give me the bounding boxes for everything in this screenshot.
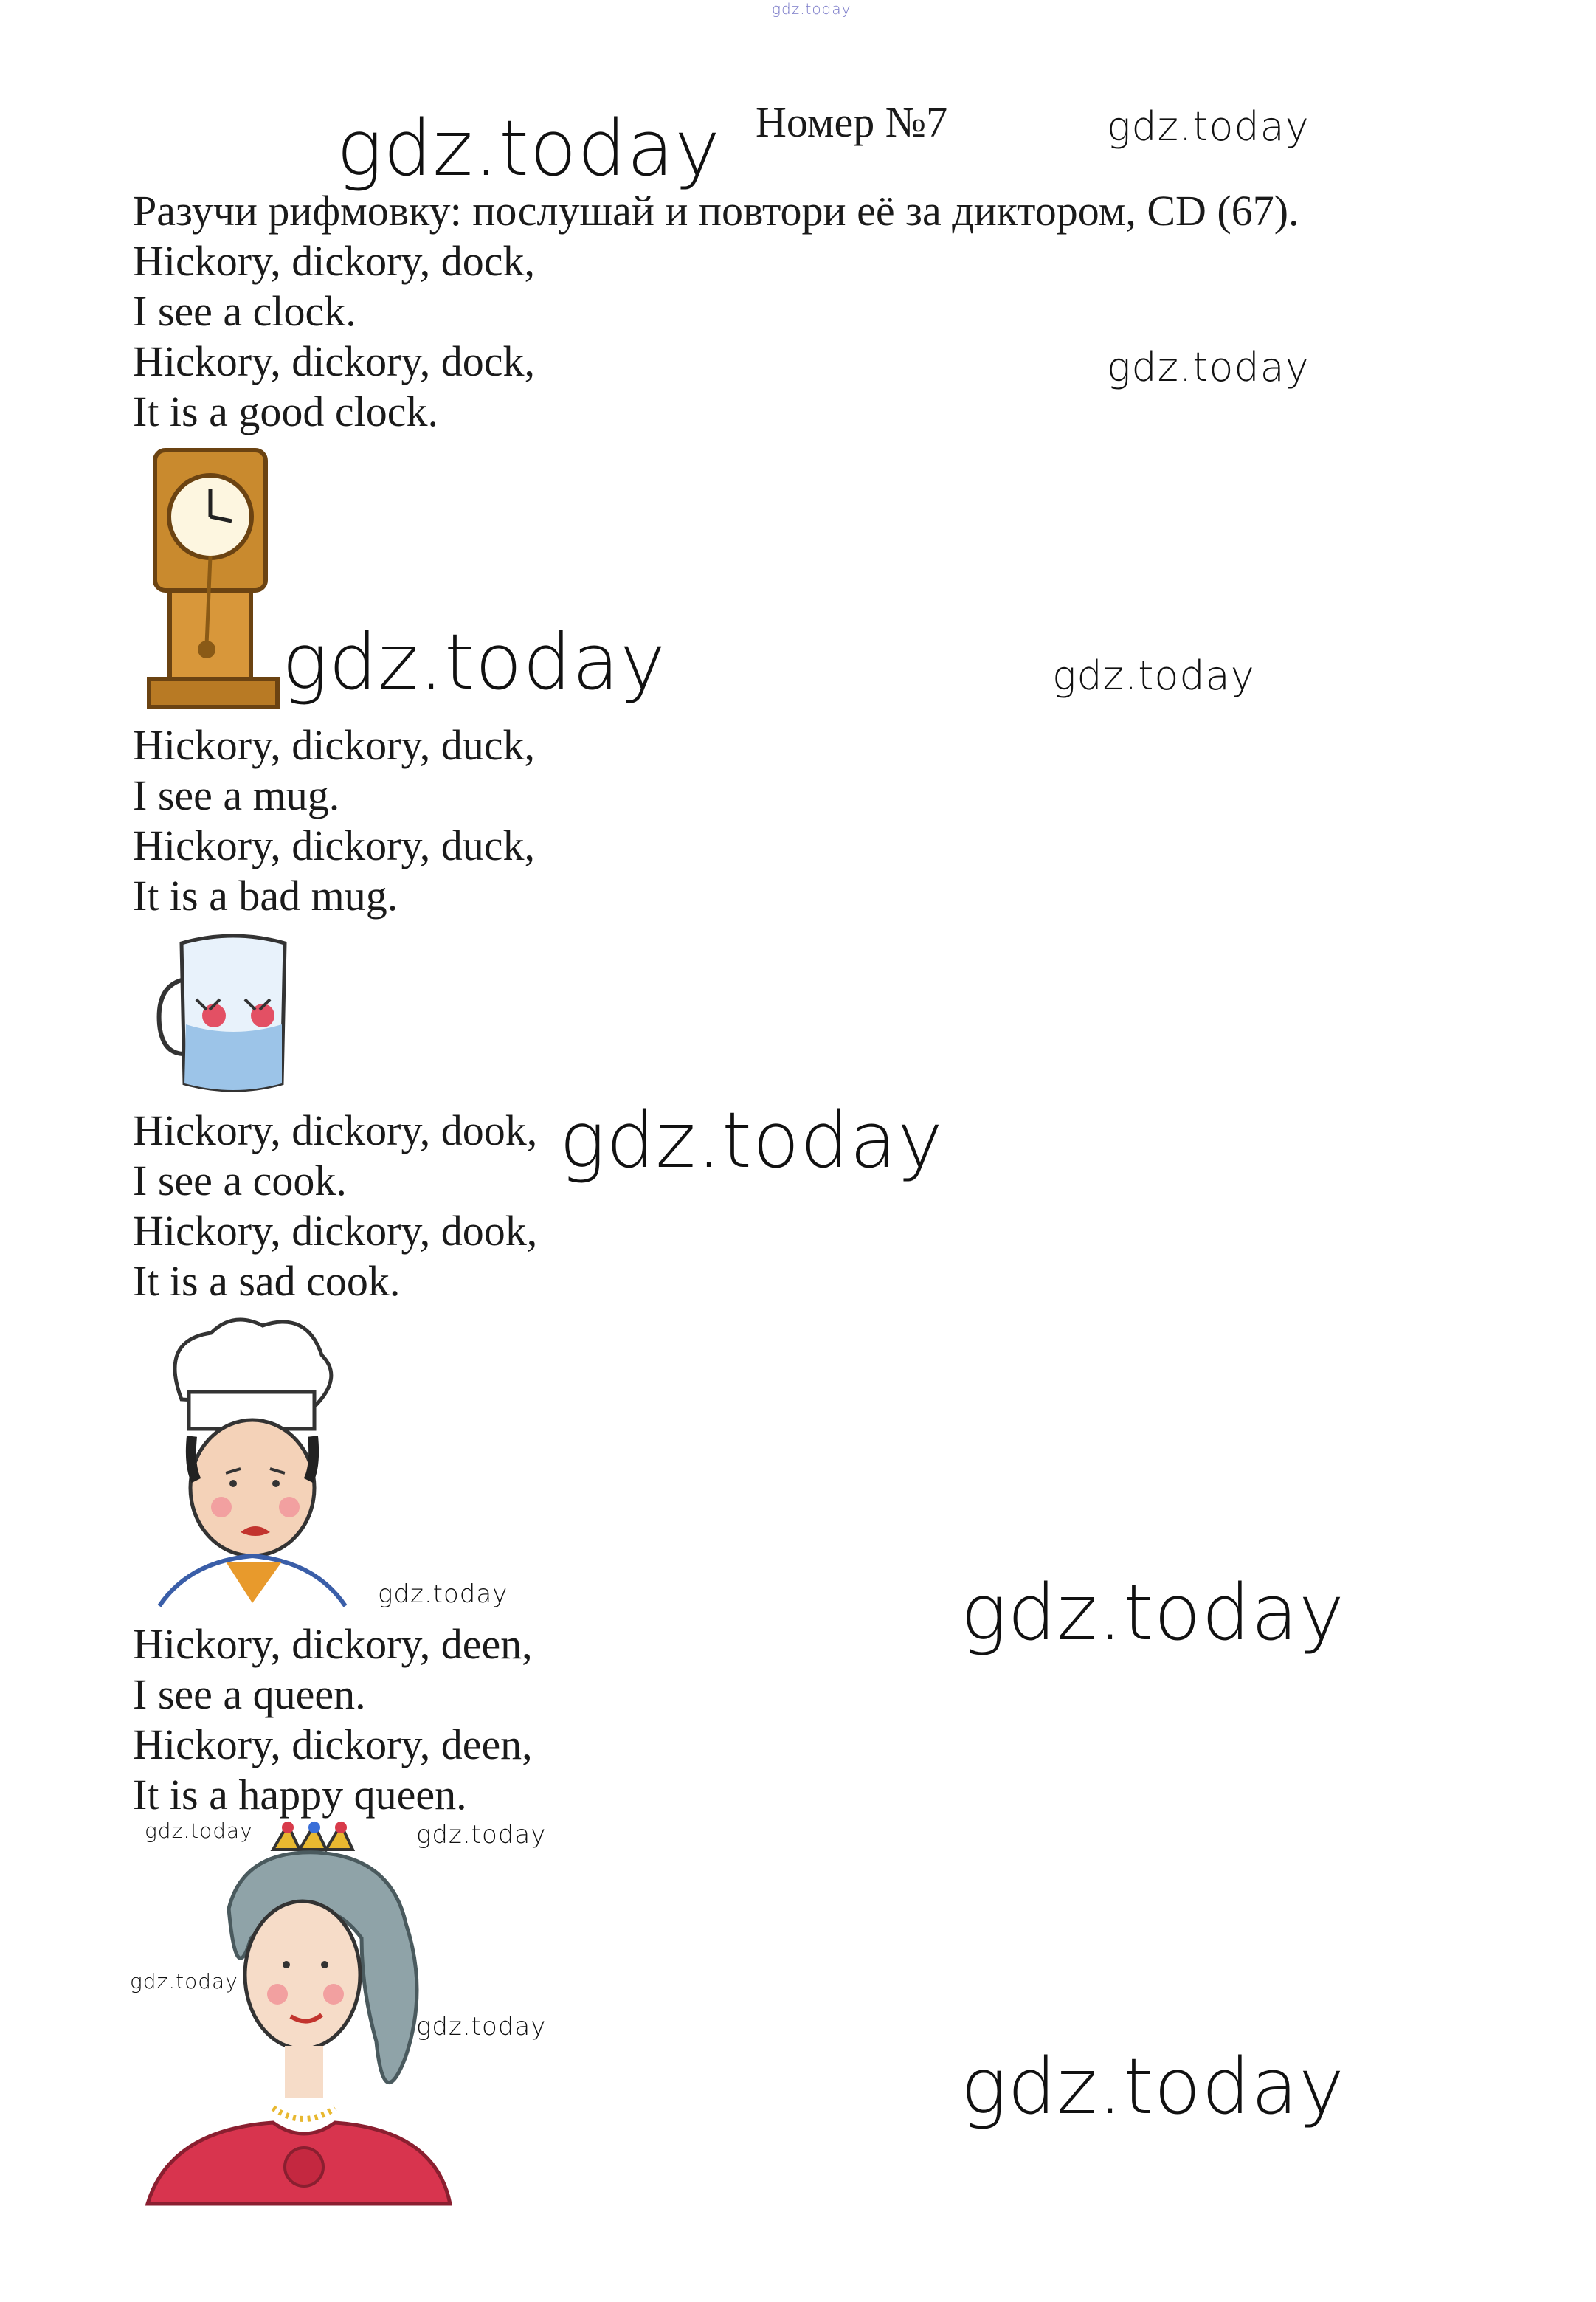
watermark: gdz.today — [145, 1819, 253, 1843]
watermark: gdz.today — [961, 2041, 1345, 2132]
verse-line: Hickory, dickory, deen, — [133, 1720, 533, 1768]
verse-line: Hickory, dickory, duck, — [133, 721, 535, 769]
cook-illustration — [145, 1311, 359, 1613]
watermark: gdz.today — [130, 1969, 238, 1993]
verse-line: Hickory, dickory, deen, — [133, 1620, 533, 1668]
verse-line: Hickory, dickory, dook, — [133, 1207, 538, 1255]
watermark: gdz.today — [1052, 652, 1255, 699]
watermark: gdz.today — [336, 103, 721, 193]
verse-line: Hickory, dickory, dook, — [133, 1106, 538, 1154]
watermark: gdz.today — [1107, 344, 1310, 390]
verse-line: I see a clock. — [133, 287, 356, 335]
watermark: gdz.today — [282, 617, 666, 707]
verse-line: I see a mug. — [133, 771, 340, 819]
verse-line: It is a sad cook. — [133, 1257, 401, 1305]
verse-line: It is a happy queen. — [133, 1771, 467, 1819]
watermark: gdz.today — [416, 1820, 547, 1850]
verse-line: It is a good clock. — [133, 387, 438, 435]
page-title: Номер №7 — [756, 98, 948, 146]
watermark: gdz.today — [1107, 103, 1310, 150]
verse-line: Hickory, dickory, duck, — [133, 821, 535, 869]
mug-illustration — [152, 928, 300, 1098]
watermark: gdz.today — [378, 1579, 508, 1609]
instruction: Разучи рифмовку: послушай и повтори её за диктором, CD (67). — [133, 187, 1299, 235]
watermark: gdz.today — [559, 1095, 944, 1185]
verse-line: I see a queen. — [133, 1670, 366, 1718]
watermark: gdz.today — [416, 2012, 547, 2041]
watermark-top: gdz.today — [772, 0, 851, 18]
queen-illustration — [140, 1820, 465, 2219]
verse-line: Hickory, dickory, dock, — [133, 237, 535, 285]
verse-line: Hickory, dickory, dock, — [133, 337, 535, 385]
grandfather-clock-illustration — [145, 446, 285, 711]
verse-line: It is a bad mug. — [133, 872, 398, 920]
watermark: gdz.today — [961, 1568, 1345, 1658]
verse-line: I see a cook. — [133, 1157, 347, 1205]
